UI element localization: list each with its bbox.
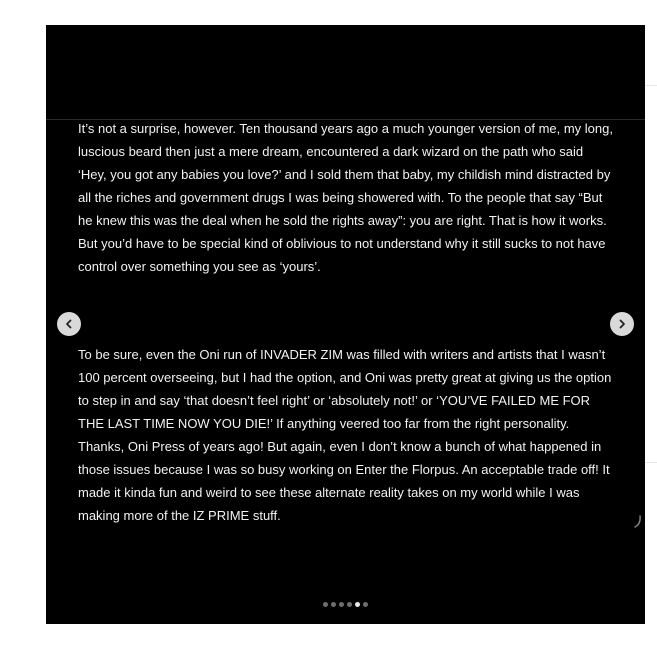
pagination-dot	[363, 602, 368, 607]
pagination-dot-active	[355, 602, 360, 607]
slide-paragraph-2: To be sure, even the Oni run of INVADER ZIM was filled with writers and artists that I wasn’t 100 percent overseeing, but I had the option, and Oni was pretty great at giving us the option to step in and say ‘that doesn’t feel right’ or ‘absolutely not!’ or ‘YOU’VE FAILED ME FOR THE LAST TIME NOW YOU DIE!’ If anything veered too far from the right personality. Thanks, Oni Press of years ago! But again, even I don’t know a bunch of what happened in those issues because I was so busy working on Enter the Florpus. An acceptable trade off! It made it kinda fun and weird to see these alternate reality takes on my world while I was making more of the IZ PRIME stuff.	[78, 347, 612, 523]
slide-paragraph-1: It’s not a surprise, however. Ten thousand years ago a much younger version of me, my long, luscious beard then just a mere dream, encountered a dark wizard on the path who said ‘Hey, you got any babies you love?’ and I sold them that baby, my childish mind distracted by all the riches and government drugs I was being showered with. To the people that say “But he knew this was the deal when he sold the rights away”: you are right. That is how it works. But you’d have to be special kind of oblivious to not understand why it still sucks to not have control over something you see as ‘yours’.	[78, 121, 613, 274]
pagination-dot	[339, 602, 344, 607]
pagination-dot	[347, 602, 352, 607]
post-image-carousel[interactable]	[46, 25, 645, 624]
previous-slide-button[interactable]	[57, 312, 81, 336]
chevron-right-icon	[616, 318, 628, 330]
pagination-dot	[323, 602, 328, 607]
chevron-left-icon	[63, 318, 75, 330]
next-slide-button[interactable]	[610, 312, 634, 336]
side-divider	[645, 462, 657, 463]
carousel-pagination-dots	[46, 602, 645, 607]
partial-curve-icon	[633, 515, 643, 529]
side-divider	[645, 85, 657, 86]
pagination-dot	[331, 602, 336, 607]
